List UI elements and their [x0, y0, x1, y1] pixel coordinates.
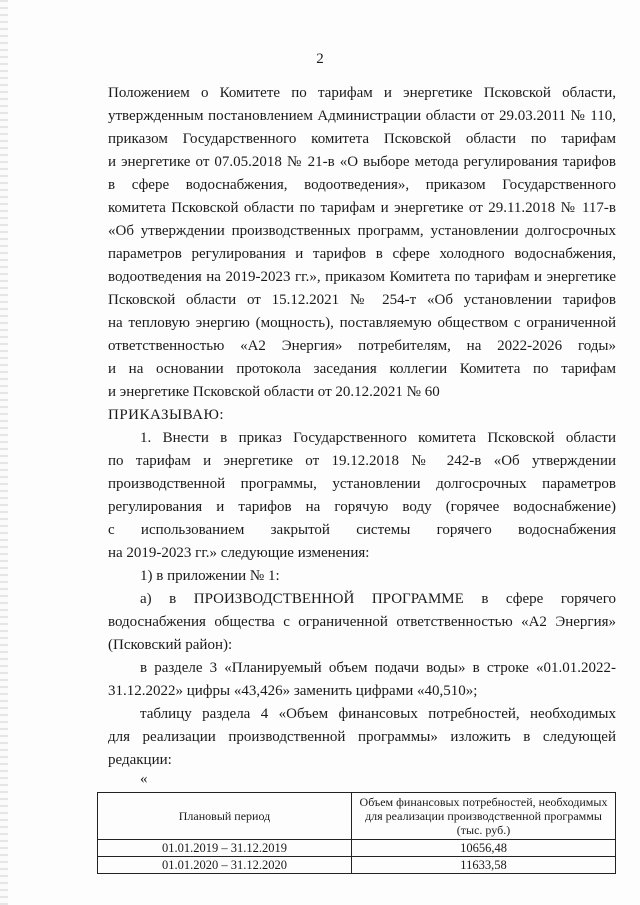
table-row [98, 857, 616, 874]
text-line: редакции: [108, 752, 172, 768]
period-cell: 01.01.2019 – 31.12.2019 [98, 840, 352, 857]
text-line: комитета Псковской области по тарифам и энергетике от 29.11.2018 № 117-в [108, 200, 616, 216]
text-line: ответственностью «А2 Энергия» потребителям, на 2022-2026 годы» [108, 338, 616, 354]
text-line: приказом Государственного комитета Псковской области по тарифам [108, 131, 616, 147]
text-line: Положением о Комитете по тарифам и энергетике Псковской области, [108, 85, 616, 101]
text-line: утвержденным постановлением Администрации области от 29.03.2011 № 110, [108, 108, 616, 124]
text-line: параметров регулирования и тарифов в сфере холодного водоснабжения, [108, 246, 616, 262]
text-line: таблицу раздела 4 «Объем финансовых потребностей, необходимых [140, 706, 616, 722]
financial-needs-table [97, 792, 616, 874]
text-line: в разделе 3 «Планируемый объем подачи воды» в строке «01.01.2022- [140, 660, 616, 676]
text-line: для реализации производственной программы» изложить в следующей [108, 729, 616, 745]
quote-mark: « [140, 771, 148, 787]
text-line: по тарифам и энергетике от 19.12.2018 № 242-в «Об утверждении [108, 453, 616, 469]
header-amount: Объем финансовых потребностей, необходимых для реализации производственной программы (тыс. руб.) [352, 793, 616, 840]
text-line: и на основании протокола заседания коллегии Комитета по тарифам [108, 361, 616, 377]
text-line: 31.12.2022» цифры «43,426» заменить цифрами «40,510»; [108, 683, 478, 699]
text-line: производственной программы, установлении долгосрочных параметров [108, 476, 616, 492]
period-cell: 01.01.2020 – 31.12.2020 [98, 857, 352, 874]
text-line: на 2019-2023 гг.» следующие изменения: [108, 545, 370, 561]
text-line: на тепловую энергию (мощность), поставляемую обществом с ограниченной [108, 315, 616, 331]
text-line: с использованием закрытой системы горячего водоснабжения [108, 522, 616, 538]
page-number: 2 [316, 51, 324, 67]
text-line: 1. Внести в приказ Государственного комитета Псковской области [140, 430, 616, 446]
order-word: ПРИКАЗЫВАЮ: [108, 407, 225, 423]
text-line: водоотведения на 2019-2023 гг.», приказом Комитета по тарифам и энергетике [108, 269, 616, 285]
text-line: и энергетике от 07.05.2018 № 21-в «О выборе метода регулирования тарифов [108, 154, 616, 170]
table-header-row [98, 793, 616, 840]
text-line: 1) в приложении № 1: [140, 568, 280, 584]
text-line: (Псковский район): [108, 637, 233, 653]
header-period: Плановый период [98, 793, 352, 840]
text-line: «Об утверждении производственных программ, установлении долгосрочных [108, 223, 616, 239]
table-row [98, 840, 616, 857]
text-line: в сфере водоснабжения, водоотведения», приказом Государственного [108, 177, 616, 193]
text-line: а) в ПРОИЗВОДСТВЕННОЙ ПРОГРАММЕ в сфере горячего [140, 591, 616, 607]
scan-edge [0, 0, 8, 905]
text-line: регулирования и тарифов на горячую воду (горячее водоснабжение) [108, 499, 616, 515]
text-line: и энергетике Псковской области от 20.12.2021 № 60 [108, 384, 440, 400]
amount-cell: 11633,58 [352, 857, 616, 874]
text-line: Псковской области от 15.12.2021 № 254-т «Об установлении тарифов [108, 292, 616, 308]
amount-cell: 10656,48 [352, 840, 616, 857]
text-line: водоснабжения общества с ограниченной ответственностью «А2 Энергия» [108, 614, 616, 630]
